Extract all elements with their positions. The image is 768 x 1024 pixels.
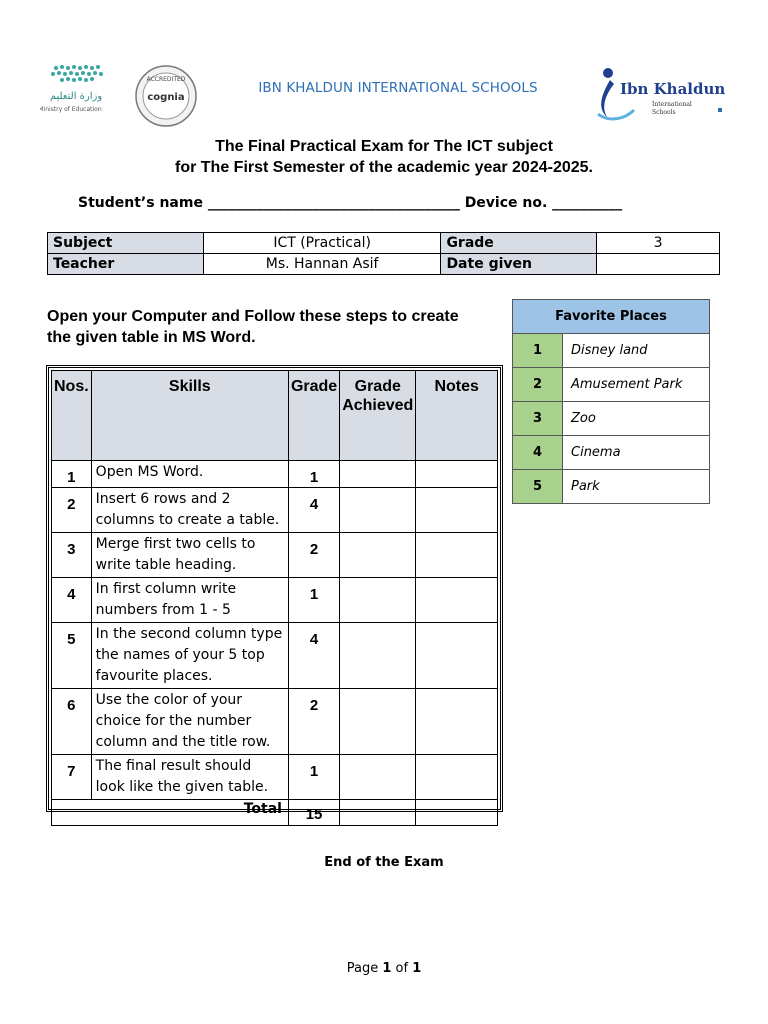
place-number: 4 <box>513 436 563 470</box>
table-row <box>52 689 498 755</box>
notes-cell <box>416 578 498 623</box>
header-notes: Notes <box>416 371 498 461</box>
end-of-exam-text: End of the Exam <box>324 855 444 870</box>
date-given-value <box>597 254 720 275</box>
grade-label: Grade <box>441 233 597 254</box>
place-number: 3 <box>513 402 563 436</box>
date-given-label: Date given <box>441 254 597 275</box>
skill-text: In first column write numbers from 1 - 5 <box>91 578 288 623</box>
table-row <box>52 623 498 689</box>
info-row-subject <box>48 233 720 254</box>
total-label: Total <box>52 800 289 826</box>
list-item <box>513 368 710 402</box>
header-grade: Grade <box>288 371 339 461</box>
svg-text:International: International <box>652 101 692 108</box>
total-row <box>52 800 498 826</box>
table-row <box>52 578 498 623</box>
grade-value: 4 <box>288 623 339 689</box>
notes-cell <box>416 488 498 533</box>
ministry-of-education-logo <box>40 62 112 118</box>
skill-text: Use the color of your choice for the number column and the title row. <box>91 689 288 755</box>
place-name: Zoo <box>563 402 710 436</box>
list-item <box>513 402 710 436</box>
row-number: 2 <box>52 488 92 533</box>
header-nos: Nos. <box>52 371 92 461</box>
page-current: 1 <box>382 961 392 976</box>
grade-value: 2 <box>288 689 339 755</box>
header-skills: Skills <box>91 371 288 461</box>
teacher-value: Ms. Hannan Asif <box>203 254 441 275</box>
favorite-places-title: Favorite Places <box>513 300 710 334</box>
row-number: 6 <box>52 689 92 755</box>
teacher-label: Teacher <box>48 254 204 275</box>
skill-text: Merge first two cells to write table heading. <box>91 533 288 578</box>
row-number: 7 <box>52 755 92 800</box>
student-name-device-line: Student’s name ____________________________________ Device no. __________ <box>78 195 623 211</box>
skill-text: In the second column type the names of your 5 top favourite places. <box>91 623 288 689</box>
notes-cell <box>416 461 498 488</box>
skills-table-frame <box>46 365 503 823</box>
subject-value: ICT (Practical) <box>203 233 441 254</box>
page-word: Page <box>346 961 379 976</box>
exam-info-table <box>47 232 720 275</box>
page-of: of <box>395 961 409 976</box>
table-row <box>52 461 498 488</box>
exam-title-line2: for The First Semester of the academic year 2024-2025. <box>175 159 593 176</box>
grade-value: 1 <box>288 578 339 623</box>
exam-title-line1: The Final Practical Exam for The ICT subject <box>215 138 553 155</box>
skill-text: Open MS Word. <box>91 461 288 488</box>
grade-value: 1 <box>288 461 339 488</box>
svg-text:Schools: Schools <box>652 109 676 116</box>
place-name: Amusement Park <box>563 368 710 402</box>
notes-cell <box>416 755 498 800</box>
table-row <box>52 488 498 533</box>
list-item <box>513 470 710 504</box>
place-number: 2 <box>513 368 563 402</box>
svg-text:وزارة التعليم: وزارة التعليم <box>49 91 103 102</box>
notes-cell <box>416 623 498 689</box>
row-number: 4 <box>52 578 92 623</box>
skills-header-row <box>52 371 498 461</box>
exam-title <box>60 136 708 178</box>
info-row-teacher <box>48 254 720 275</box>
grade-value: 2 <box>288 533 339 578</box>
instructions-text: Open your Computer and Follow these steps to create the given table in MS Word. <box>47 308 459 346</box>
svg-text:Ministry of Education: Ministry of Education <box>40 106 102 113</box>
favorite-places-header-row <box>513 300 710 334</box>
page-total: 1 <box>412 961 422 976</box>
skill-text: The final result should look like the given table. <box>91 755 288 800</box>
favorite-places-table <box>512 299 710 504</box>
place-number: 5 <box>513 470 563 504</box>
place-name: Disney land <box>563 334 710 368</box>
skills-table <box>51 370 498 826</box>
svg-text:cognia: cognia <box>147 92 185 103</box>
list-item <box>513 436 710 470</box>
place-number: 1 <box>513 334 563 368</box>
grade-achieved-cell <box>340 533 416 578</box>
table-row <box>52 755 498 800</box>
grade-achieved-cell <box>340 755 416 800</box>
grade-achieved-cell <box>340 578 416 623</box>
list-item <box>513 334 710 368</box>
svg-text:ACCREDITED: ACCREDITED <box>146 76 186 83</box>
grade-value: 1 <box>288 755 339 800</box>
grade-achieved-cell <box>340 623 416 689</box>
grade-achieved-cell <box>340 488 416 533</box>
svg-text:Ibn Khaldun: Ibn Khaldun <box>620 80 726 98</box>
grade-achieved-cell <box>340 689 416 755</box>
school-name: IBN KHALDUN INTERNATIONAL SCHOOLS <box>258 80 538 96</box>
row-number: 5 <box>52 623 92 689</box>
header-grade-achieved: Grade Achieved <box>340 371 416 461</box>
notes-cell <box>416 689 498 755</box>
total-achieved-cell <box>340 800 416 826</box>
page-number <box>0 961 768 976</box>
total-value: 15 <box>288 800 339 826</box>
table-row <box>52 533 498 578</box>
place-name: Cinema <box>563 436 710 470</box>
place-name: Park <box>563 470 710 504</box>
grade-value: 4 <box>288 488 339 533</box>
cognia-accreditation-seal <box>134 64 198 128</box>
row-number: 3 <box>52 533 92 578</box>
notes-cell <box>416 533 498 578</box>
grade-achieved-cell <box>340 461 416 488</box>
ibn-khaldun-logo <box>594 64 726 124</box>
row-number: 1 <box>52 461 92 488</box>
subject-label: Subject <box>48 233 204 254</box>
total-notes-cell <box>416 800 498 826</box>
skill-text: Insert 6 rows and 2 columns to create a table. <box>91 488 288 533</box>
grade-value: 3 <box>597 233 720 254</box>
